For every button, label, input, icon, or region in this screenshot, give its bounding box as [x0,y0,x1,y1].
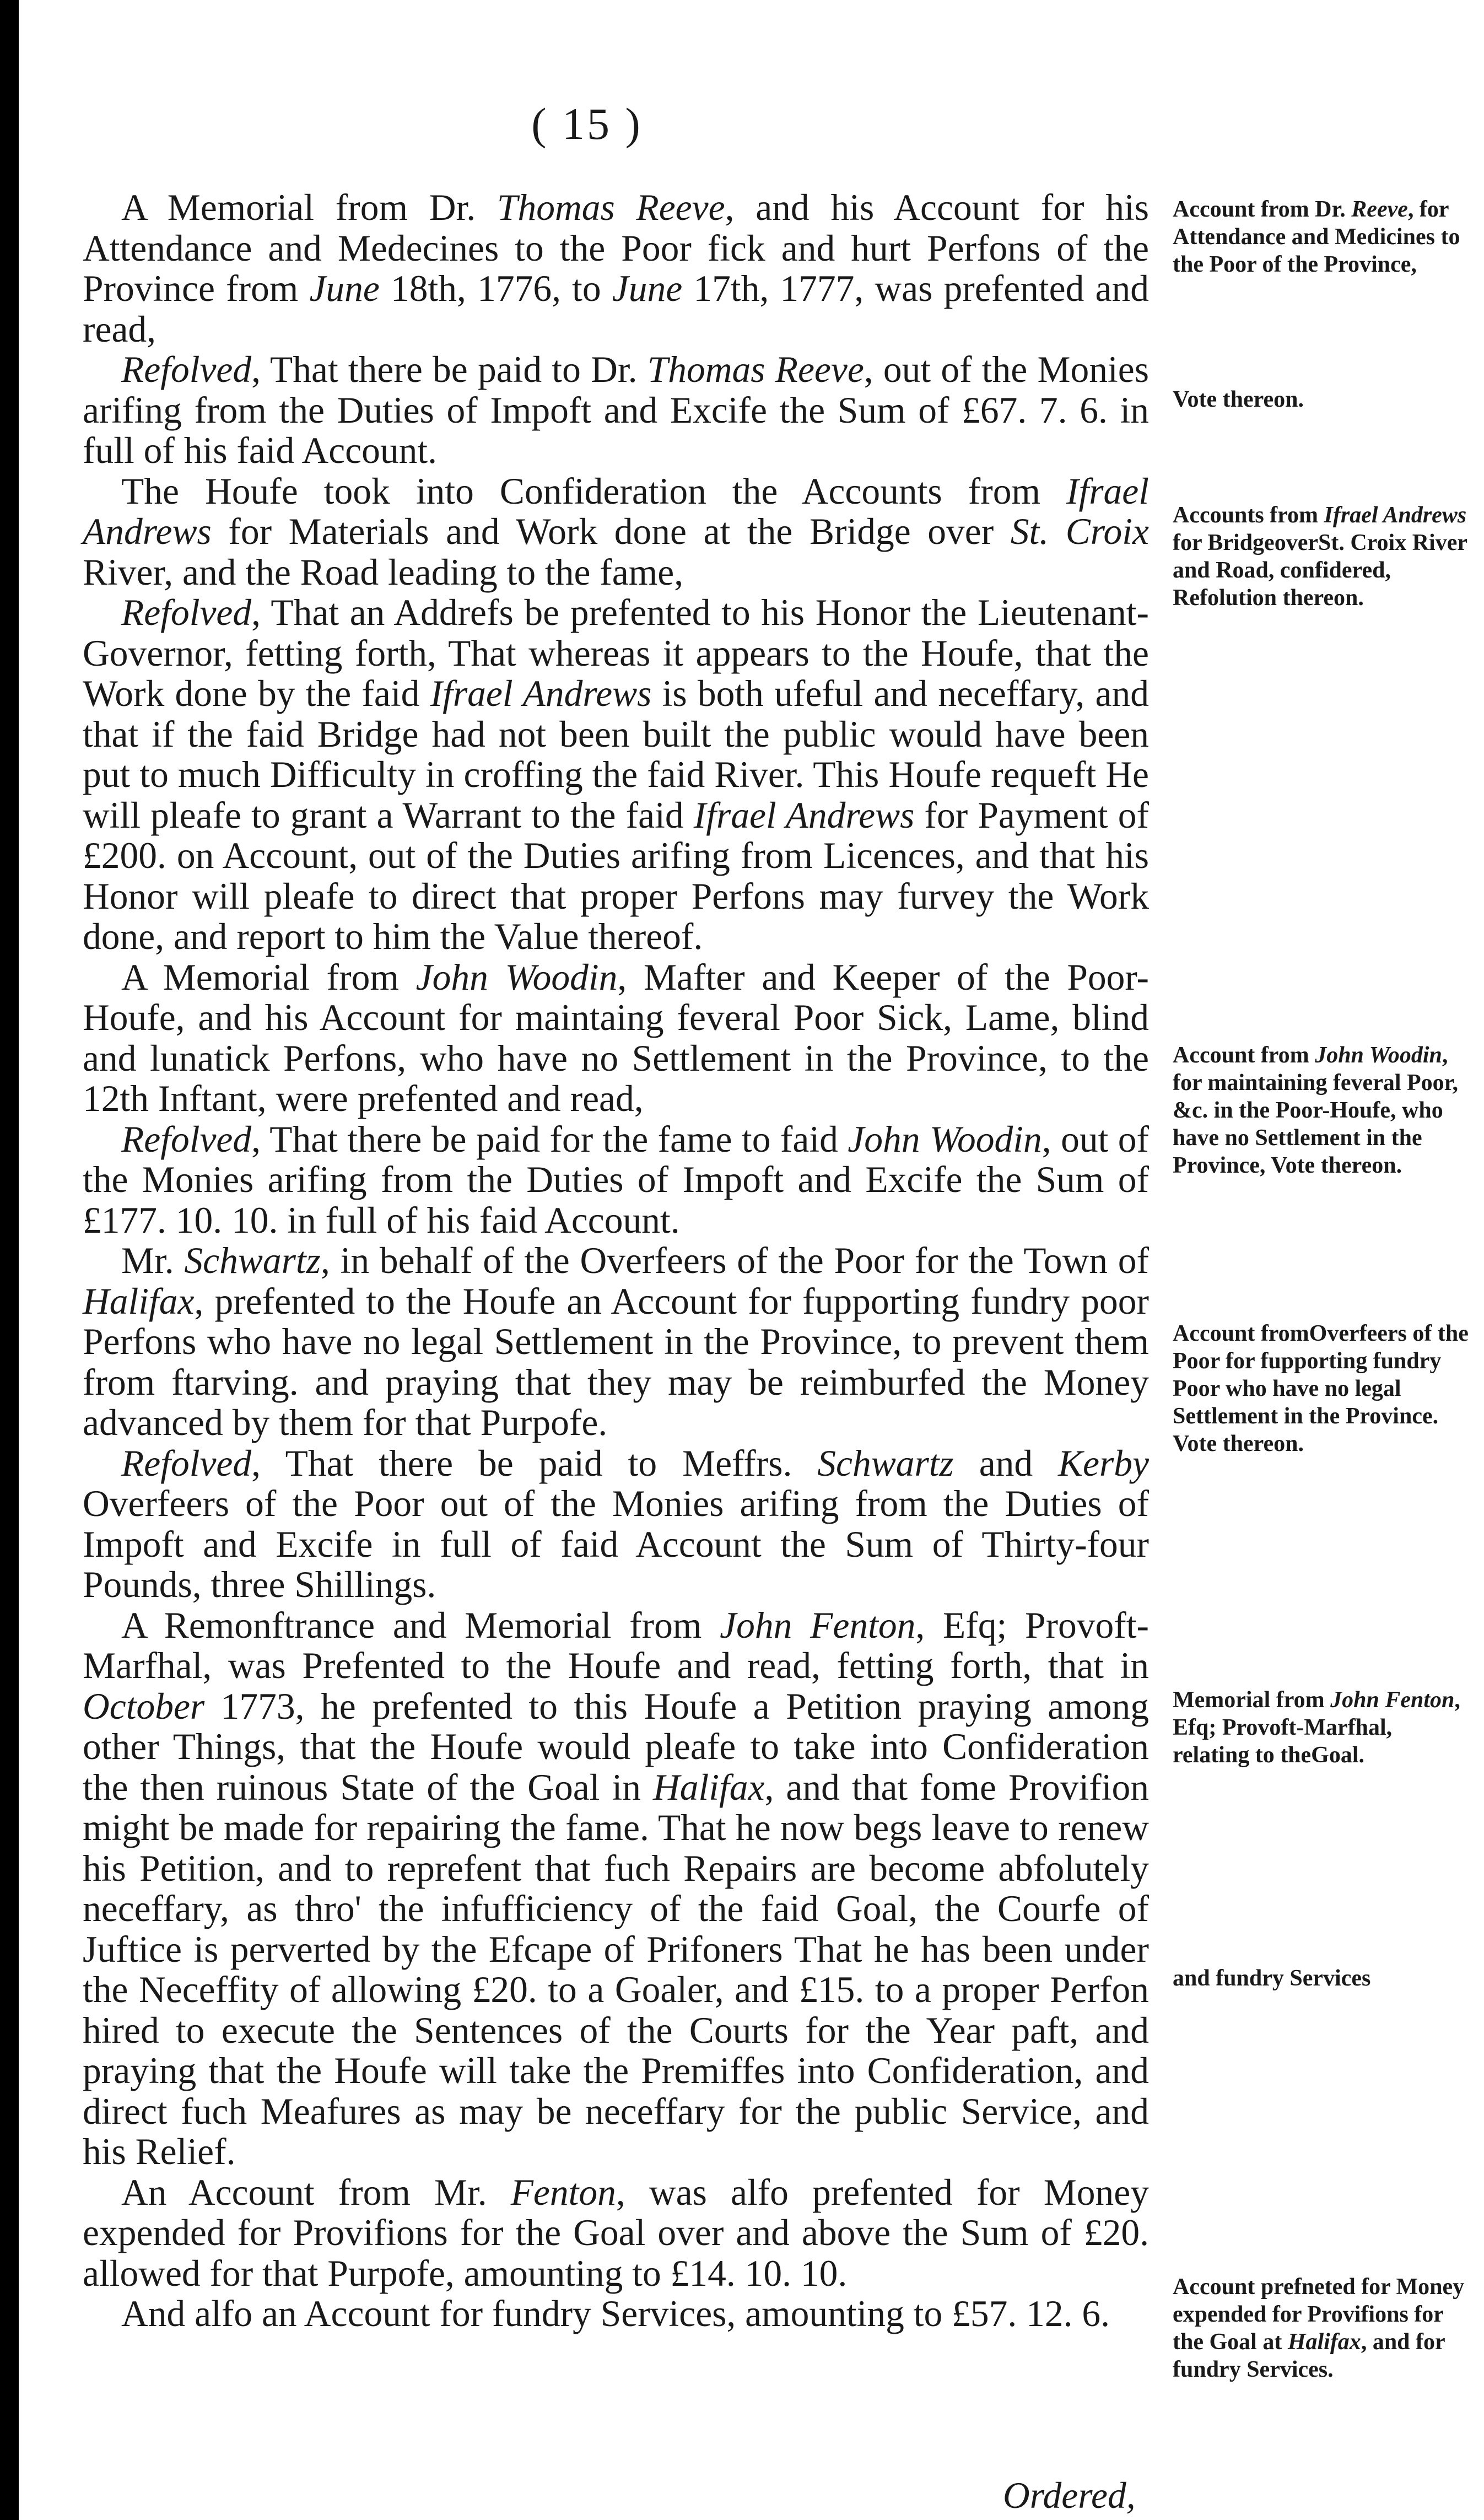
text-run: for Materials and Work done at the Bridge over [211,511,1011,552]
italic-text: John Woodin [848,1118,1042,1160]
italic-text: John Fenton [1330,1687,1455,1713]
paragraph-woodin-resolution [83,1119,1149,1241]
book-spine-edge [0,0,19,2520]
italic-text: Halifax [653,1766,765,1808]
text-run: , and for fundry Services. [1173,2329,1445,2382]
italic-text: June [309,268,380,309]
text-run: , out of the Monies arifing from the Duties of Impoft and Excife the Sum of £177. 10. 10. in full of his faid Account. [83,1118,1150,1241]
text-run: Vote thereon. [1173,387,1304,412]
italic-text: John Woodin [415,956,618,998]
paragraph-schwartz-resolution [83,1443,1149,1605]
paragraph-woodin-memorial [83,957,1149,1119]
text-run: River, and the Road leading to the fame, [83,551,684,593]
text-run: Account fromOverfeers of the Poor for fupporting fundry Poor who have no legal Settlement in the Province. Vote thereon. [1173,1321,1469,1456]
italic-text: Refolved [121,1442,252,1484]
text-run: The Houfe took into Confideration the Accounts from [121,470,1067,512]
margin-note-woodin [1173,1042,1470,1179]
italic-text: June [612,268,683,309]
paragraph-reeve-memorial [83,187,1149,349]
text-run: A Remonftrance and Memorial from [121,1604,720,1646]
italic-text: St. Croix [1010,511,1149,552]
text-run: 18th, 1776, to [379,268,612,309]
text-run: Accounts from [1173,503,1324,528]
margin-note-fenton [1173,1686,1470,1769]
text-run: Account from Dr. [1173,197,1352,222]
italic-text: John Woodin [1315,1043,1442,1068]
italic-text: Ifrael Andrews [693,794,915,836]
text-run: , for maintaining feveral Poor, &c. in the Poor-Houfe, who have no Settlement in the Province, Vote thereon. [1173,1043,1458,1178]
text-run: , That there be paid to Dr. [251,349,647,390]
paragraph-andrews-accounts [83,471,1149,593]
italic-text: John Fenton [720,1604,916,1646]
text-run: A Memorial from [121,956,416,998]
italic-text: Refolved [121,592,252,633]
text-run: , Efq; Provoft-Marfhal, was Prefented to the Houfe and read, fetting forth, that in [83,1604,1149,1686]
margin-note-andrews [1173,501,1470,612]
text-run: Account from [1173,1043,1315,1068]
italic-text: Schwartz [817,1442,954,1484]
page-number: ( 15 ) [531,99,643,149]
text-run: 17th, 1777, was prefented and read, [83,268,1150,350]
catchword: Ordered, [1003,2475,1136,2516]
margin-note-sundry [1173,1965,1470,1992]
italic-text: Thomas Reeve [497,187,725,228]
text-run: , and that fome Provifion might be made for repairing the fame. That he now begs leave to renew his Petition, and to reprefent that fuch Repairs are become abfolutely neceffary, as thro' the infufficiency of the faid Goal, the Courfe of Juftice is perverted by the Efcape of Prifoners That he has been under the Neceffity of allowing £20. to a Goaler, and £15. to a proper Perfon hired to execute the Sentences of the Courts for the Year paft, and praying that the Houfe will take the Premiffes into Confideration, and direct fuch Meafures as may be neceffary for the public Service, and his Relief. [83,1766,1149,2172]
text-run: , That there be paid for the fame to faid [251,1118,848,1160]
italic-text: Ifrael Andrews [1324,503,1467,528]
text-run: 1773, he prefented to this Houfe a Petition praying among other Things, that the Houfe would pleafe to take into Confideration the then ruinous State of the Goal in [83,1685,1149,1808]
main-text [83,187,1149,2334]
italic-text: Thomas Reeve [647,349,864,390]
text-run: and fundry Services [1173,1966,1371,1991]
italic-text: Refolved [121,1118,252,1160]
text-run: Mr. [121,1240,185,1281]
text-run: and [953,1442,1059,1484]
paragraph-schwartz-account [83,1240,1149,1443]
text-run: for Payment of £200. on Account, out of the Duties arifing from Licences, and that his Honor will pleafe to direct that proper Perfons may furvey the Work done, and report to him the Value thereof. [83,794,1149,957]
text-run: , Mafter and Keeper of the Poor-Houfe, and his Account for maintaing feveral Poor Sick, Lame, blind and lunatick Perfons, who have no Settlement in the Province, to the 12th Inftant, were prefented and read, [83,956,1149,1119]
text-run: , was alfo prefented for Money expended for Provifions for the Goal over and above the Sum of £20. allowed for that Purpofe, amounting to £14. 10. 10. [83,2171,1149,2294]
italic-text: Kerby [1058,1442,1149,1484]
text-run: Overfeers of the Poor out of the Monies arifing from the Duties of Impoft and Excife in full of faid Account the Sum of Thirty-four Pounds, three Shillings. [83,1483,1149,1605]
paragraph-sundry-services [83,2294,1149,2334]
italic-text: October [83,1685,205,1727]
italic-text: Fenton [510,2171,616,2213]
text-run: , Efq; Provoft-Marfhal, relating to theGoal. [1173,1687,1460,1768]
text-run: , prefented to the Houfe an Account for fupporting fundry poor Perfons who have no legal Settlement in the Province, to prevent them from ftarving. and praying that they may be reimburfed the Money advanced by them for that Purpofe. [83,1280,1149,1443]
margin-note-overseers [1173,1320,1470,1458]
text-run: Account prefneted for Money expended for Provifions for the Goal at [1173,2274,1465,2355]
paragraph-fenton-account [83,2172,1149,2294]
text-run: , That an Addrefs be prefented to his Honor the Lieutenant-Governor, fetting forth, That whereas it appears to the Houfe, that the Work done by the faid [83,592,1149,714]
italic-text: Ifrael Andrews [430,673,652,714]
text-run: is both ufeful and neceffary, and that if the faid Bridge had not been built the public would have been put to much Difficulty in croffing the faid River. This Houfe requeft He will pleafe to grant a Warrant to the faid [83,673,1149,836]
paragraph-reeve-resolution [83,349,1149,471]
paragraph-andrews-resolution [83,592,1149,957]
margin-note-vote-reeve [1173,386,1470,413]
text-run: A Memorial from Dr. [121,187,497,228]
text-run: An Account from Mr. [121,2171,511,2213]
italic-text: Halifax [1287,2329,1361,2355]
text-run: , and his Account for his Attendance and Medecines to the Poor fick and hurt Perfons of the Province from [83,187,1149,309]
italic-text: Ifrael Andrews [83,470,1149,552]
paragraph-fenton-remonstrance [83,1605,1149,2172]
text-run: , out of the Monies arifing from the Duties of Impoft and Excife the Sum of £67. 7. 6. in full of his faid Account. [83,349,1149,471]
margin-note-reeve [1173,196,1470,278]
margin-note-fenton-account [1173,2273,1470,2383]
text-run: , in behalf of the Overfeers of the Poor for the Town of [320,1240,1149,1281]
text-run: And alfo an Account for fundry Services, amounting to £57. 12. 6. [121,2293,1110,2334]
text-run: Memorial from [1173,1687,1331,1713]
text-run: , for Attendance and Medicines to the Poor of the Province, [1173,197,1460,277]
italic-text: Reeve [1351,197,1408,222]
italic-text: Refolved [121,349,252,390]
text-run: for BridgeoverSt. Croix River and Road, confidered, Refolution thereon. [1173,530,1467,611]
italic-text: Halifax [83,1280,195,1322]
text-run: , That there be paid to Meffrs. [251,1442,818,1484]
italic-text: Schwartz [184,1240,321,1281]
